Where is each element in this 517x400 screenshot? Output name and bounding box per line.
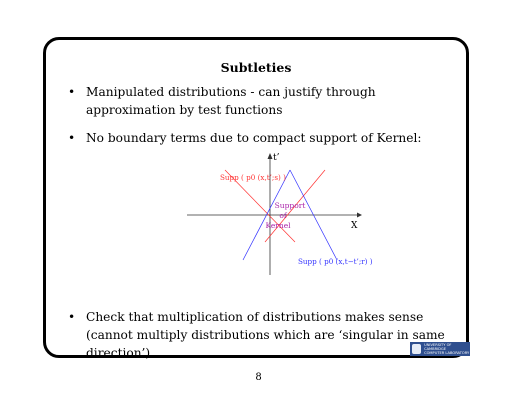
bullet-dot: • xyxy=(68,310,76,324)
logo-line: COMPUTER LABORATORY xyxy=(424,351,470,355)
support-kernel-label-line1: Support xyxy=(274,201,306,210)
logo-line: UNIVERSITY OF CAMBRIDGE xyxy=(424,343,452,351)
bullet-item xyxy=(68,308,458,362)
bullet-item xyxy=(68,83,458,119)
x-axis-label: X xyxy=(351,221,358,231)
bullet-dot: • xyxy=(68,85,76,99)
supp-red-label: Supp ( p0 (x,t’;s) ) xyxy=(220,173,286,182)
page-number: 8 xyxy=(255,372,262,383)
t-axis-label: t’ xyxy=(273,153,280,163)
university-logo xyxy=(410,342,470,356)
support-diagram xyxy=(177,150,373,280)
slide-frame xyxy=(43,37,469,358)
support-kernel-label-line2: of xyxy=(279,211,287,220)
bullet-text: Check that multiplication of distributions makes sense (cannot multiply distributions which are ‘singular in same direction’) xyxy=(86,310,445,360)
supp-blue-label: Supp ( p0 (x,t−t’;r) ) xyxy=(298,257,373,266)
bullet-text: Manipulated distributions - can justify through approximation by test functions xyxy=(86,85,376,117)
slide-title: Subtleties xyxy=(220,60,292,75)
bullet-item xyxy=(68,129,458,147)
support-kernel-label-line3: Kernel xyxy=(265,221,291,230)
x-axis-arrow xyxy=(357,213,362,218)
t-axis-arrow xyxy=(268,153,273,159)
crest-icon xyxy=(412,344,421,354)
bullet-dot: • xyxy=(68,131,76,145)
bullet-text: No boundary terms due to compact support of Kernel: xyxy=(86,131,422,145)
